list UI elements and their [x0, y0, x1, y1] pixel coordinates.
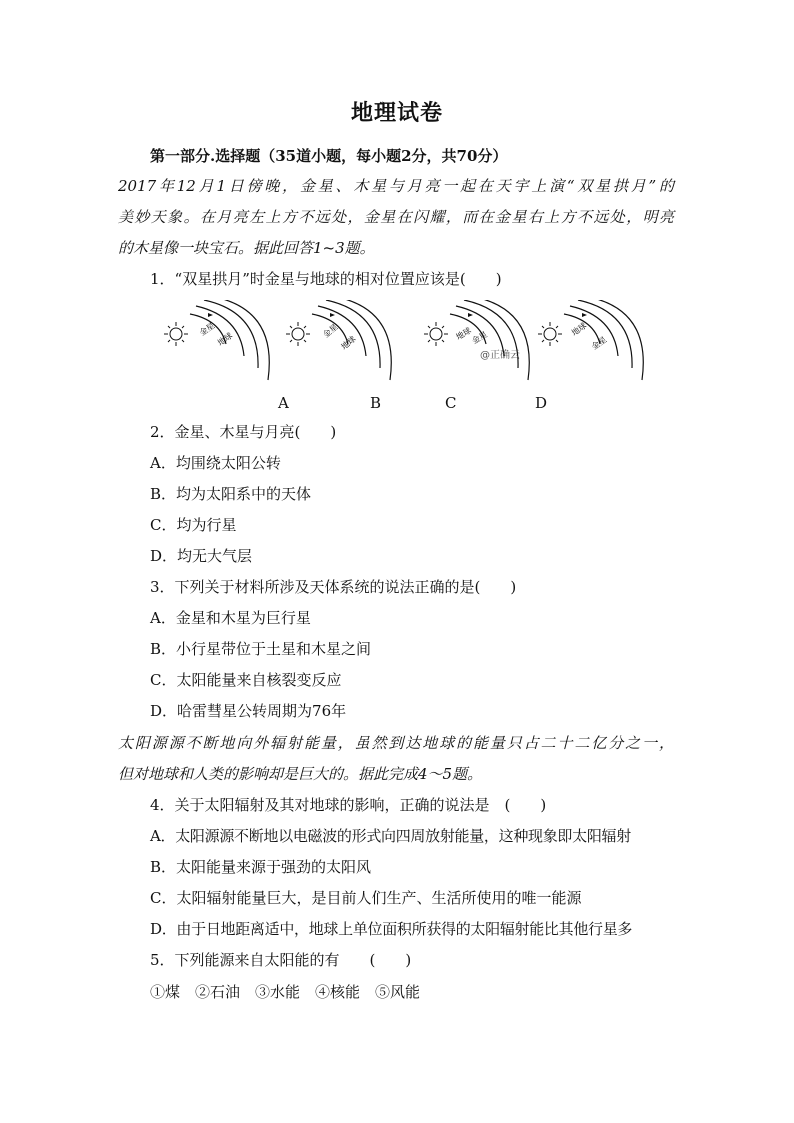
q4-option-d: D．由于日地距离适中，地球上单位面积所获得的太阳辐射能比其他行星多: [150, 920, 633, 938]
svg-text:地球: 地球: [339, 334, 358, 352]
q3-option-b: B．小行星带位于土星和木星之间: [150, 640, 372, 658]
svg-text:地球: 地球: [454, 325, 473, 342]
q2-option-b: B．均为太阳系中的天体: [150, 485, 312, 503]
diagram-b: [286, 300, 391, 380]
q2-stem: 2．金星、木星与月亮( ): [150, 423, 337, 441]
q3-option-c: C．太阳能量来自核裂变反应: [150, 671, 342, 689]
svg-text:金星: 金星: [321, 322, 340, 340]
svg-text:金星: 金星: [197, 321, 217, 338]
passage2-line1: 太阳源源不断地向外辐射能量，虽然到达地球的能量只占二十二亿分之一，: [118, 734, 674, 752]
page-title: 地理试卷: [350, 100, 443, 126]
q3-option-a: A．金星和木星为巨行星: [150, 609, 311, 627]
passage1-line2: 美妙天象。在月亮左上方不远处，金星在闪耀，而在金星右上方不远处，明亮: [118, 208, 674, 226]
q3-option-d: D．哈雷彗星公转周期为76年: [150, 702, 347, 720]
svg-text:地球: 地球: [215, 331, 235, 348]
sun-icon: [538, 322, 562, 346]
q2-option-a: A．均围绕太阳公转: [150, 454, 281, 472]
q4-option-b: B．太阳能量来源于强劲的太阳风: [150, 858, 372, 876]
section-header: 第一部分.选择题（35道小题，每小题2分，共70分）: [150, 147, 508, 165]
q2-option-c: C．均为行星: [150, 516, 237, 534]
svg-text:@正确云: @正确云: [480, 350, 520, 361]
q4-option-a: A．太阳源源不断地以电磁波的形式向四周放射能量，这种现象即太阳辐射: [150, 827, 631, 845]
passage2-line2: 但对地球和人类的影响却是巨大的。据此完成4～5题。: [118, 765, 483, 783]
svg-text:金星: 金星: [589, 335, 609, 352]
q3-stem: 3．下列关于材料所涉及天体系统的说法正确的是( ): [150, 578, 517, 596]
svg-text:地球: 地球: [569, 321, 589, 338]
sun-icon: [424, 322, 448, 346]
q2-option-d: D．均无大气层: [150, 547, 253, 565]
orbit-diagram: [150, 300, 670, 384]
passage1-line1: 2017年12月1日傍晚，金星、木星与月亮一起在天宇上演“双星拱月”的: [118, 177, 674, 195]
diagram-d: [538, 300, 643, 380]
q5-stem: 5．下列能源来自太阳能的有 ( ): [150, 951, 412, 969]
q1-option-a: A: [278, 394, 289, 412]
q1-option-b: B: [370, 394, 382, 412]
q1-option-c: C: [445, 394, 457, 412]
sun-icon: [286, 322, 310, 346]
q1-stem: 1．“双星拱月”时金星与地球的相对位置应该是( ): [150, 270, 502, 288]
sun-icon: [164, 322, 188, 346]
q4-stem: 4．关于太阳辐射及其对地球的影响，正确的说法是 ( ): [150, 796, 547, 814]
diagram-c: [424, 300, 529, 380]
q4-option-c: C．太阳辐射能量巨大，是目前人们生产、生活所使用的唯一能源: [150, 889, 582, 907]
diagram-a: [164, 300, 269, 380]
passage1-line3: 的木星像一块宝石。据此回答1~3题。: [118, 239, 375, 257]
q5-choices: ①煤 ②石油 ③水能 ④核能 ⑤风能: [150, 983, 421, 1001]
svg-text:金星: 金星: [470, 329, 489, 346]
q1-option-d: D: [535, 394, 548, 412]
